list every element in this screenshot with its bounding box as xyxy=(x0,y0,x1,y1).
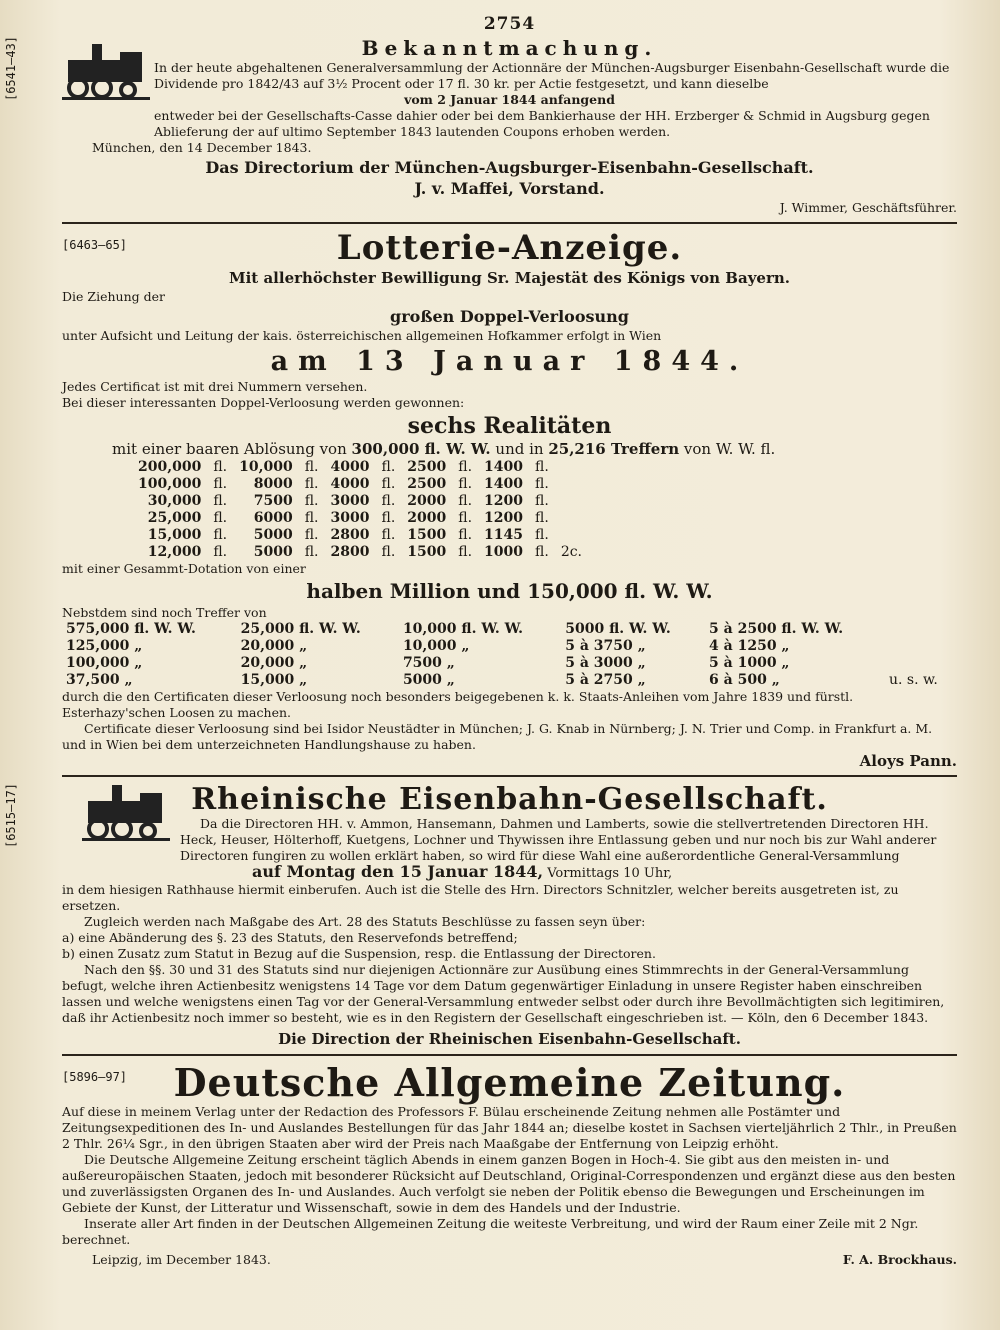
additional-prize-cell: u. s. w. xyxy=(889,672,938,689)
prize-unit: fl. xyxy=(304,510,319,527)
paragraph: mit einer Gesammt-Dotation von einer xyxy=(62,561,306,577)
additional-prize-cell: 15,000 „ xyxy=(240,672,308,689)
prize-table xyxy=(132,459,588,561)
prize-amount: 5000 xyxy=(253,544,293,561)
prize-amount: 1200 xyxy=(484,493,524,510)
paragraph: Auf diese in meinem Verlag unter der Redaction des Professors F. Bülau erscheinende Zeitung nehmen alle Postämter und Zeitungsexpeditionen des In- und Auslandes Bestellungen für das Jahr 1844 an; dieselbe kostet in Sachsen vierteljährlich 2 Thlr., in Preußen 2 Thlr. 26¼ Sgr., in den übrigen Staaten aber wird der Preis nach Maaßgabe der Entfernung von Leipzig erhöht. xyxy=(62,1104,957,1152)
signer: J. v. Maffei, Vorstand. xyxy=(414,179,605,198)
paragraph: b) einen Zusatz zum Statut in Bezug auf die Suspension, resp. die Entlassung der Directoren. xyxy=(62,946,656,962)
additional-prize-cell: 25,000 fl. W. W. xyxy=(240,621,361,638)
section-bekanntmachung xyxy=(4,36,957,216)
additional-prize-cell: 10,000 fl. W. W. xyxy=(402,621,524,638)
prize-amount: 3000 xyxy=(330,510,370,527)
prize-unit: fl. xyxy=(381,493,396,510)
prize-amount: 10,000 xyxy=(239,459,293,476)
section-title: Lotterie-Anzeige. xyxy=(336,228,683,268)
etc-mark: 2c. xyxy=(560,544,583,561)
section-deutsche-zeitung xyxy=(62,1062,957,1268)
prize-unit: fl. xyxy=(458,510,473,527)
separator xyxy=(62,775,957,777)
prize-amount: 6000 xyxy=(253,510,293,527)
additional-prize-cell: 4 à 1250 „ xyxy=(709,638,790,655)
additional-prize-cell xyxy=(885,655,957,672)
paragraph: Certificate dieser Verloosung sind bei Isidor Neustädter in München; J. G. Knab in Nürnberg; J. N. Trier und Comp. in Frankfurt a. M. und in Wien bei dem unterzeichneten Handlungshause zu haben. xyxy=(62,721,933,753)
paragraph: Die Deutsche Allgemeine Zeitung erscheint täglich Abends in einem ganzen Bogen in Hoch-4. Sie gibt aus den meisten in- und außereuropäischen Staaten, jedoch mit besonderer Rücksicht auf Deutschland, Original-Correspondenzen und ergänzt diese aus den besten und zuverlässigsten Organen des In- und Auslandes. Auch verfolgt sie neben der Politik ebenso die Bewegungen und Erscheinungen im Gebiete der Kunst, der Litteratur und Wissenschaft, sowie in dem des Handels und der Industrie. xyxy=(62,1152,956,1216)
prize-amount: 2000 xyxy=(407,493,447,510)
paragraph: Nebstdem sind noch Treffer von xyxy=(62,605,267,621)
section-rheinische xyxy=(4,782,957,1049)
additional-prize-cell: 7500 „ xyxy=(402,655,455,672)
prize-unit: fl. xyxy=(213,544,228,561)
prize-unit: fl. xyxy=(458,493,473,510)
prize-amount: 4000 xyxy=(330,459,370,476)
prize-unit: fl. xyxy=(535,544,549,561)
paragraph: entweder bei der Gesellschafts-Casse dahier oder bei dem Bankierhause der HH. Erzberger & Schmid in Augsburg gegen Ablieferung der auf ultimo September 1843 lautenden Coupons erhoben werden. xyxy=(154,108,930,139)
ad-code: [5896—97] xyxy=(62,1070,128,1085)
additional-prize-cell: 20,000 „ xyxy=(240,638,308,655)
page-number: 2754 xyxy=(483,14,536,34)
paragraph: Bei dieser interessanten Doppel-Verloosung werden gewonnen: xyxy=(62,395,465,411)
additional-prize-cell: 5 à 1000 „ xyxy=(709,655,790,672)
prize-unit: fl. xyxy=(458,476,473,493)
section-title: Deutsche Allgemeine Zeitung. xyxy=(173,1060,846,1106)
paragraph: Zugleich werden nach Maßgabe des Art. 28 des Statuts Beschlüsse zu fassen seyn über: xyxy=(84,914,646,930)
paragraph: mit einer baaren Ablösung von 300,000 fl. W. W. und in 25,216 Treffern von W. W. fl. xyxy=(112,440,776,459)
additional-prize-cell: 5000 „ xyxy=(402,672,455,689)
additional-prize-cell: 20,000 „ xyxy=(240,655,308,672)
section-title: Rheinische Eisenbahn-Gesellschaft. xyxy=(191,782,828,818)
signer-2: J. Wimmer, Geschäftsführer. xyxy=(779,200,957,215)
prize-row xyxy=(132,510,588,527)
prize-amount: 2500 xyxy=(407,459,447,476)
prize-unit: fl. xyxy=(213,527,228,544)
additional-prize-cell: 10,000 „ xyxy=(402,638,470,655)
section-title: Bekanntmachung. xyxy=(361,36,658,60)
prize-unit: fl. xyxy=(381,544,396,561)
prize-amount: 200,000 xyxy=(138,459,202,476)
place-date: Leipzig, im December 1843. xyxy=(92,1252,271,1268)
additional-prize-row xyxy=(62,655,957,672)
prize-row xyxy=(132,459,588,476)
locomotive-icon xyxy=(62,42,150,102)
paragraph: sechs Realitäten xyxy=(407,413,612,440)
prize-unit: fl. xyxy=(381,476,396,493)
prize-amount: 100,000 xyxy=(138,476,202,493)
additional-prize-cell: 575,000 fl. W. W. xyxy=(66,621,196,638)
prize-amount: 1400 xyxy=(484,459,524,476)
prize-unit: fl. xyxy=(381,527,396,544)
prize-unit: fl. xyxy=(304,459,319,476)
prize-amount: 1200 xyxy=(484,510,524,527)
prize-amount: 25,000 xyxy=(147,510,202,527)
additional-prize-cell: 5 à 2500 fl. W. W. xyxy=(709,621,844,638)
prize-amount: 1500 xyxy=(407,527,447,544)
signer: Aloys Pann. xyxy=(859,752,957,771)
paragraph: unter Aufsicht und Leitung der kais. österreichischen allgemeinen Hofkammer erfolgt in Wien xyxy=(62,328,662,344)
place-date: München, den 14 December 1843. xyxy=(92,140,312,155)
paragraph: auf Montag den 15 Januar 1844, Vormittags 10 Uhr, xyxy=(252,862,673,882)
prize-unit: fl. xyxy=(304,476,319,493)
paragraph: a) eine Abänderung des §. 23 des Statuts, den Reservefonds betreffend; xyxy=(62,930,518,946)
additional-prize-cell: 5 à 3000 „ xyxy=(565,655,646,672)
prize-amount: 1500 xyxy=(407,544,447,561)
prize-amount: 4000 xyxy=(330,476,370,493)
additional-prize-cell xyxy=(885,621,957,638)
prize-amount: 3000 xyxy=(330,493,370,510)
paragraph: in dem hiesigen Rathhause hiermit einberufen. Auch ist die Stelle des Hrn. Directors Schnitzler, welcher bereits ausgetreten ist, zu ersetzen. xyxy=(62,882,899,914)
ad-code: [6463—65] xyxy=(62,238,128,252)
prize-unit: fl. xyxy=(213,476,228,493)
paragraph: großen Doppel-Verloosung xyxy=(390,307,629,327)
paragraph: In der heute abgehaltenen Generalversammlung der Actionnäre der München-Augsburger Eisenbahn-Gesellschaft wurde die Dividende pro 1842/43 auf 3½ Procent oder 17 fl. 30 kr. per Actie festgesetzt, und kann dieselbe xyxy=(154,60,950,91)
page-content xyxy=(4,14,957,1268)
prize-row xyxy=(132,493,588,510)
paragraph: Die Ziehung der xyxy=(62,289,165,305)
locomotive-icon xyxy=(82,783,170,843)
additional-prize-cell xyxy=(885,638,957,655)
subtitle: Mit allerhöchster Bewilligung Sr. Majestät des Königs von Bayern. xyxy=(229,269,790,288)
signature-row xyxy=(62,1252,957,1268)
paragraph: Inserate aller Art finden in der Deutschen Allgemeinen Zeitung die weiteste Verbreitung, und wird der Raum einer Zeile mit 2 Ngr. berechnet. xyxy=(62,1216,919,1248)
ad-code: [6541—43] xyxy=(4,36,18,102)
prize-unit: fl. xyxy=(535,527,549,544)
prize-row xyxy=(132,476,588,493)
additional-prize-cell: 100,000 „ xyxy=(66,655,143,672)
section-lotterie xyxy=(62,230,957,769)
additional-prize-cell: 125,000 „ xyxy=(66,638,143,655)
prize-amount: 8000 xyxy=(253,476,293,493)
prize-amount: 30,000 xyxy=(147,493,202,510)
prize-unit: fl. xyxy=(304,493,319,510)
prize-unit: fl. xyxy=(535,493,549,510)
separator xyxy=(62,1054,957,1056)
paragraph: durch die den Certificaten dieser Verloosung noch besonders beigegebenen k. k. Staats-Anleihen vom Jahre 1839 und fürstl. Esterhazy'schen Loosen zu machen. xyxy=(62,689,854,721)
signer: F. A. Brockhaus. xyxy=(842,1252,957,1268)
additional-prize-cell: 5 à 2750 „ xyxy=(565,672,646,689)
draw-date: am 13 Januar 1844. xyxy=(270,346,749,378)
prize-unit: fl. xyxy=(213,493,228,510)
prize-amount: 5000 xyxy=(253,527,293,544)
paragraph: halben Million und 150,000 fl. W. W. xyxy=(306,579,713,604)
prize-unit: fl. xyxy=(535,459,549,476)
additional-prize-cell: 5 à 3750 „ xyxy=(565,638,646,655)
prize-unit: fl. xyxy=(213,459,228,476)
additional-prize-row xyxy=(62,638,957,655)
additional-prize-cell: 6 à 500 „ xyxy=(709,672,780,689)
additional-prize-cell: 5000 fl. W. W. xyxy=(565,621,671,638)
additional-prize-row xyxy=(62,672,957,689)
prize-unit: fl. xyxy=(304,544,319,561)
separator xyxy=(62,222,957,224)
prize-unit: fl. xyxy=(213,510,228,527)
paragraph: vom 2 Januar 1844 anfangend xyxy=(404,92,615,107)
prize-amount: 2000 xyxy=(407,510,447,527)
prize-amount: 2800 xyxy=(330,527,370,544)
additional-prize-cell: 37,500 „ xyxy=(66,672,133,689)
prize-amount: 1000 xyxy=(484,544,524,561)
prize-amount: 7500 xyxy=(253,493,293,510)
paragraph: Jedes Certificat ist mit drei Nummern versehen. xyxy=(62,379,368,395)
additional-prize-row xyxy=(62,621,957,638)
organization: Das Directorium der München-Augsburger-Eisenbahn-Gesellschaft. xyxy=(205,158,814,177)
prize-amount: 2500 xyxy=(407,476,447,493)
prize-amount: 1145 xyxy=(484,527,524,544)
prize-unit: fl. xyxy=(304,527,319,544)
prize-amount: 15,000 xyxy=(147,527,202,544)
prize-amount: 2800 xyxy=(330,544,370,561)
paragraph: Da die Directoren HH. v. Ammon, Hansemann, Dahmen und Lamberts, sowie die stellvertretenden Directoren HH. Heck, Heuser, Hölterhoff, Kuetgens, Lochner und Thywissen ihre Entlassung geben und nur noch bis zur Wahl anderer Directoren fungiren zu wollen erklärt haben, so wird für diese Wahl eine außerordentliche General-Versammlung xyxy=(180,816,937,864)
prize-unit: fl. xyxy=(458,544,473,561)
prize-unit: fl. xyxy=(381,459,396,476)
prize-unit: fl. xyxy=(458,459,473,476)
prize-row xyxy=(132,527,588,544)
organization: Die Direction der Rheinischen Eisenbahn-Gesellschaft. xyxy=(278,1030,741,1049)
additional-prize-table xyxy=(62,621,957,689)
prize-unit: fl. xyxy=(535,510,549,527)
prize-unit: fl. xyxy=(381,510,396,527)
prize-unit: fl. xyxy=(535,476,549,493)
ad-code: [6515—17] xyxy=(4,783,18,849)
prize-amount: 1400 xyxy=(484,476,524,493)
prize-unit: fl. xyxy=(458,527,473,544)
prize-amount: 12,000 xyxy=(147,544,202,561)
prize-row xyxy=(132,544,588,561)
paragraph: Nach den §§. 30 und 31 des Statuts sind nur diejenigen Actionnäre zur Ausübung eines Stimmrechts in der General-Versammlung befugt, welche ihren Actienbesitz wenigstens 14 Tage vor dem Datum gegenwärtiger Einladung in unsere Register haben einschreiben lassen und welche wenigstens einen Tag vor der General-Versammlung entweder selbst oder durch ihre Bevollmächtigten sich legitimiren, daß ihr Actienbesitz noch immer so besteht, wie es in den Registern der Gesellschaft eingeschrieben ist. — Köln, den 6 December 1843. xyxy=(62,962,945,1026)
